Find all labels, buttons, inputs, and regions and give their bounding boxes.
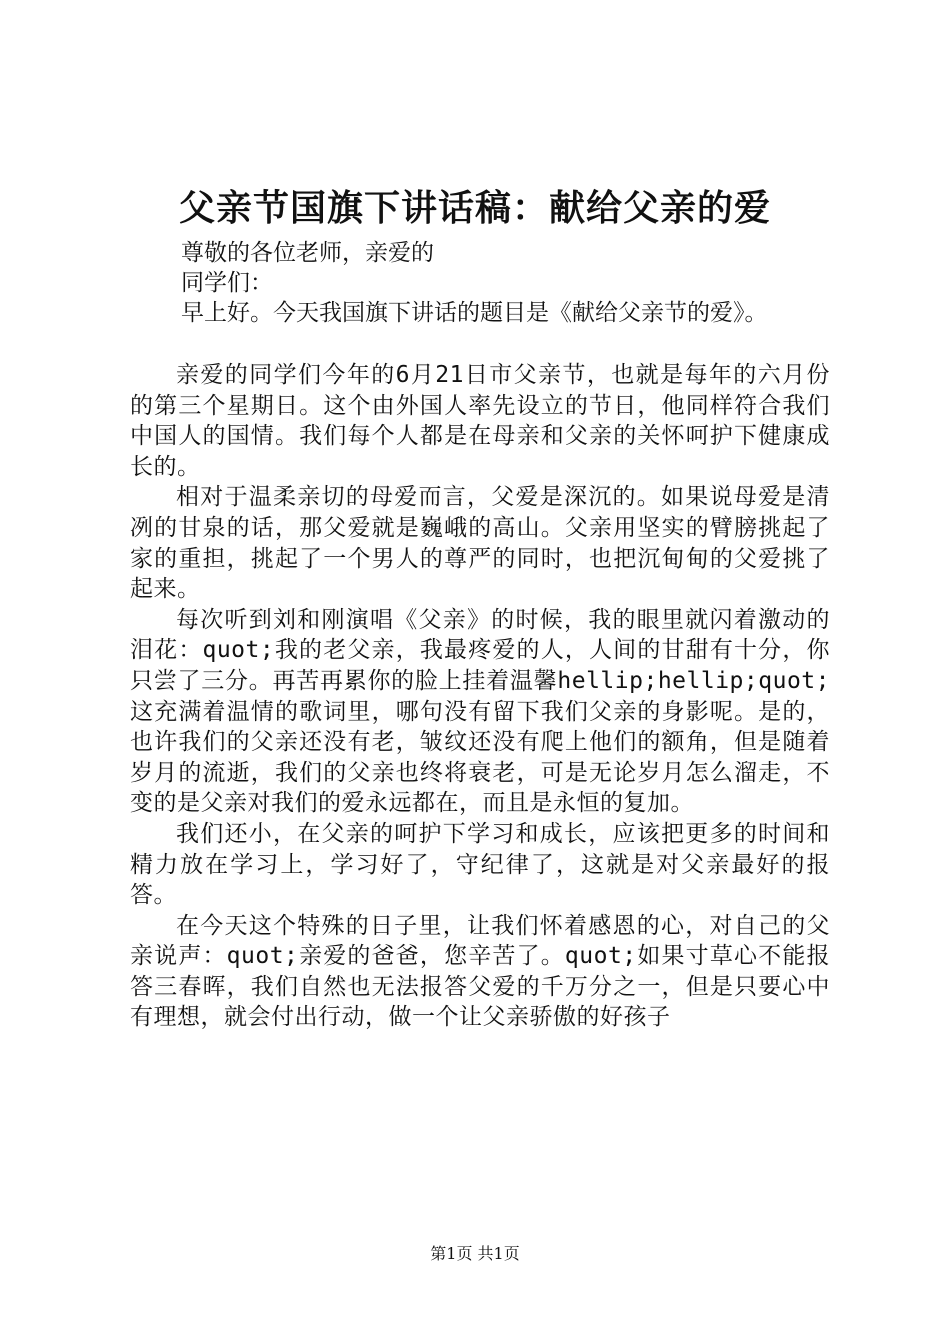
paragraph: 在今天这个特殊的日子里，让我们怀着感恩的心，对自己的父亲说声：quot;亲爱的爸爸，您辛苦了。quot;如果寸草心不能报答三春晖，我们自然也无法报答父爱的千万分之一，但是只要心中有理想，就会付出行动，做一个让父亲骄傲的好孩子 (130, 912, 830, 1031)
paragraph: 我们还小，在父亲的呵护下学习和成长，应该把更多的时间和精力放在学习上，学习好了，守纪律了，这就是对父亲最好的报答。 (130, 820, 830, 909)
page-footer: 第1页 共1页 (430, 1244, 520, 1263)
salutation-line-1: 尊敬的各位老师，亲爱的 (181, 240, 434, 266)
paragraph: 相对于温柔亲切的母爱而言，父爱是深沉的。如果说母爱是清冽的甘泉的话，那父爱就是巍峨的高山。父亲用坚实的臂膀挑起了家的重担，挑起了一个男人的尊严的同时，也把沉甸甸的父爱挑了起来。 (130, 484, 830, 603)
document-body (130, 360, 830, 1033)
paragraph: 每次听到刘和刚演唱《父亲》的时候，我的眼里就闪着激动的泪花：quot;我的老父亲，我最疼爱的人，人间的甘甜有十分，你只尝了三分。再苦再累你的脸上挂着温馨hellip;hellip;quot;这充满着温情的歌词里，哪句没有留下我们父亲的身影呢。是的，也许我们的父亲还没有老，皱纹还没有爬上他们的额角，但是随着岁月的流逝，我们的父亲也终将衰老，可是无论岁月怎么溜走，不变的是父亲对我们的爱永远都在，而且是永恒的复加。 (130, 606, 830, 817)
paragraph: 亲爱的同学们今年的6月21日市父亲节，也就是每年的六月份的第三个星期日。这个由外国人率先设立的节日，他同样符合我们中国人的国情。我们每个人都是在母亲和父亲的关怀呵护下健康成长的。 (130, 362, 830, 480)
salutation-line-2: 同学们： (181, 270, 273, 296)
document-title: 父亲节国旗下讲话稿：献给父亲的爱 (178, 187, 771, 229)
greeting-line: 早上好。今天我国旗下讲话的题目是《献给父亲节的爱》。 (181, 300, 768, 326)
